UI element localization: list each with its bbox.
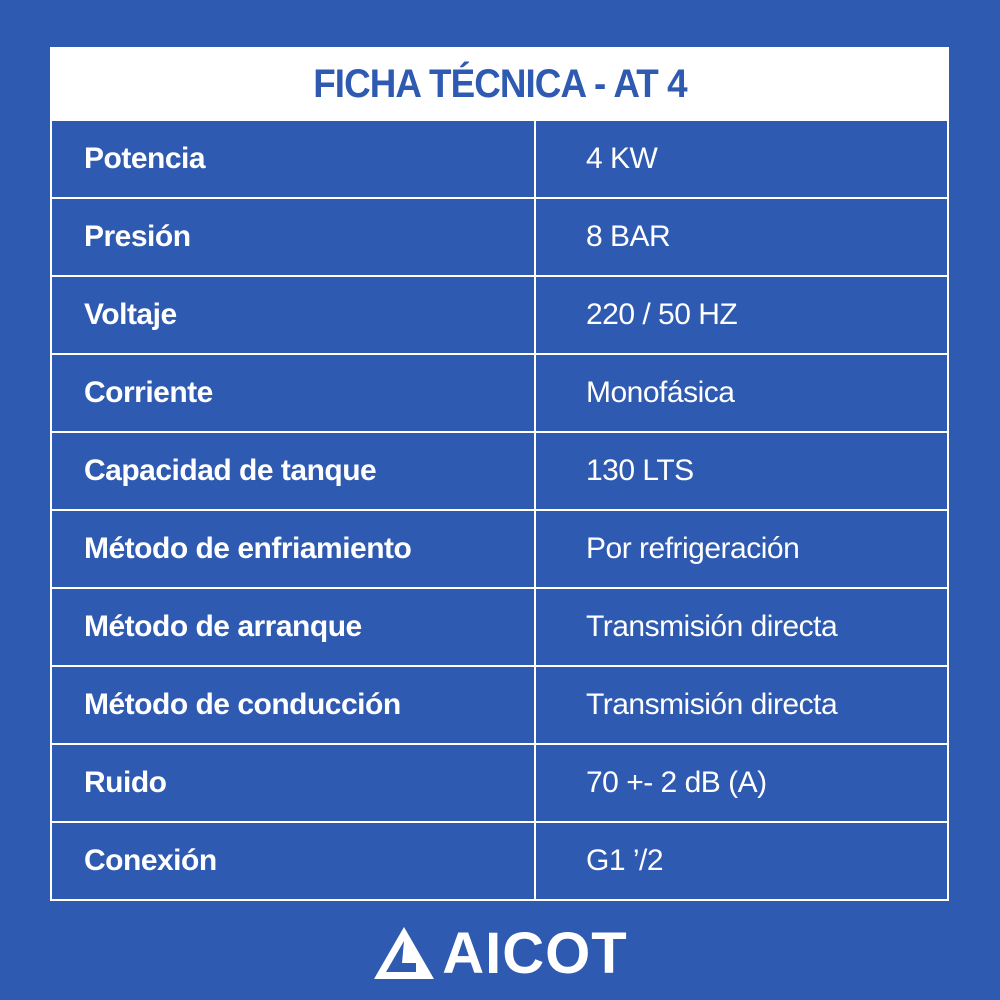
- spec-value: Monofásica: [535, 354, 947, 432]
- spec-label: Método de arranque: [52, 588, 535, 666]
- spec-label: Método de enfriamiento: [52, 510, 535, 588]
- table-row: [52, 744, 947, 822]
- table-row: [52, 666, 947, 744]
- brand-name: AICOT: [442, 920, 628, 986]
- spec-label: Corriente: [52, 354, 535, 432]
- table-row: [52, 822, 947, 899]
- spec-label: Conexión: [52, 822, 535, 899]
- spec-value: Transmisión directa: [535, 588, 947, 666]
- table-row: [52, 432, 947, 510]
- spec-label: Voltaje: [52, 276, 535, 354]
- spec-label: Potencia: [52, 120, 535, 198]
- spec-value: 130 LTS: [535, 432, 947, 510]
- table-row: [52, 198, 947, 276]
- table-row: [52, 276, 947, 354]
- spec-header: [52, 49, 947, 119]
- spec-label: Método de conducción: [52, 666, 535, 744]
- spec-sheet: [50, 47, 949, 901]
- table-row: [52, 510, 947, 588]
- spec-value: 8 BAR: [535, 198, 947, 276]
- table-row: [52, 120, 947, 198]
- spec-label: Presión: [52, 198, 535, 276]
- aicot-triangle-icon: [372, 925, 436, 981]
- table-row: [52, 588, 947, 666]
- spec-label: Capacidad de tanque: [52, 432, 535, 510]
- spec-value: 4 KW: [535, 120, 947, 198]
- brand-logo: [0, 918, 1000, 988]
- page-title: FICHA TÉCNICA - AT 4: [312, 61, 687, 106]
- spec-label: Ruido: [52, 744, 535, 822]
- table-row: [52, 354, 947, 432]
- spec-table: [52, 119, 947, 899]
- spec-value: 70 +- 2 dB (A): [535, 744, 947, 822]
- spec-value: Transmisión directa: [535, 666, 947, 744]
- spec-value: G1 ’/2: [535, 822, 947, 899]
- spec-value: Por refrigeración: [535, 510, 947, 588]
- spec-value: 220 / 50 HZ: [535, 276, 947, 354]
